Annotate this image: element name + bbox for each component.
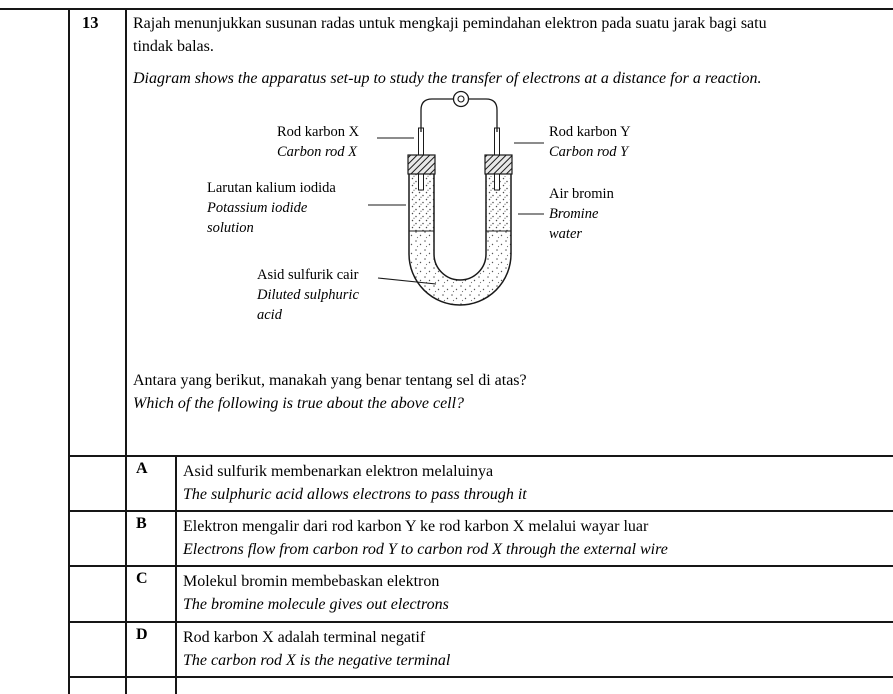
label-sulphuric-acid-english-2: acid bbox=[257, 307, 282, 323]
option-text-b bbox=[183, 515, 885, 561]
option-b-english: Electrons flow from carbon rod Y to carbon rod X through the external wire bbox=[183, 541, 668, 558]
option-text-c bbox=[183, 570, 885, 616]
label-bromine-water-english-2: water bbox=[549, 226, 583, 242]
option-letter-d: D bbox=[136, 626, 148, 643]
option-letter-b: B bbox=[136, 515, 147, 532]
label-rod-x-english: Carbon rod X bbox=[277, 144, 358, 160]
question-intro-malay: Rajah menunjukkan susunan radas untuk mengkaji pemindahan elektron pada suatu jarak bagi satu tindak balas. bbox=[133, 15, 767, 55]
label-potassium-iodide-english-1: Potassium iodide bbox=[207, 200, 308, 216]
galvanometer-icon bbox=[454, 92, 469, 107]
option-text-a bbox=[183, 460, 885, 506]
question-prompt-english: Which of the following is true about the above cell? bbox=[133, 395, 465, 412]
sulphuric-acid-fill bbox=[409, 231, 511, 305]
label-potassium-iodide-english-2: solution bbox=[207, 220, 254, 236]
border-top bbox=[0, 8, 893, 10]
right-stopper bbox=[485, 155, 512, 174]
apparatus-diagram bbox=[133, 90, 845, 335]
question-prompt-malay: Antara yang berikut, manakah yang benar tentang sel di atas? bbox=[133, 372, 527, 389]
label-bromine-water-english-1: Bromine bbox=[549, 206, 599, 222]
option-d-english: The carbon rod X is the negative terminal bbox=[183, 652, 451, 669]
u-tube-apparatus-figure bbox=[180, 86, 740, 336]
option-c-english: The bromine molecule gives out electrons bbox=[183, 596, 449, 613]
option-letter-c: C bbox=[136, 570, 148, 587]
label-sulphuric-acid-english-1: Diluted sulphuric bbox=[257, 287, 359, 303]
option-text-d bbox=[183, 626, 885, 672]
option-row-c bbox=[125, 565, 893, 621]
option-letter-a: A bbox=[136, 460, 148, 477]
option-a-malay: Asid sulfurik membenarkan elektron melaluinya bbox=[183, 463, 494, 480]
question-content bbox=[133, 12, 845, 415]
option-a-english: The sulphuric acid allows electrons to pass through it bbox=[183, 486, 527, 503]
label-bromine-water-malay: Air bromin bbox=[549, 186, 614, 202]
label-rod-y-malay: Rod karbon Y bbox=[549, 124, 631, 140]
leader-lines bbox=[368, 138, 544, 284]
label-rod-x-malay: Rod karbon X bbox=[277, 124, 360, 140]
option-row-a bbox=[125, 455, 893, 510]
option-c-malay: Molekul bromin membebaskan elektron bbox=[183, 573, 440, 590]
border-row-end bbox=[68, 676, 893, 678]
border-vertical-left bbox=[68, 8, 70, 694]
label-sulphuric-acid-malay: Asid sulfurik cair bbox=[257, 267, 359, 283]
question-intro-english: Diagram shows the apparatus set-up to study the transfer of electrons at a distance for a reaction. bbox=[133, 70, 762, 87]
label-potassium-iodide-malay: Larutan kalium iodida bbox=[207, 180, 336, 196]
option-row-b bbox=[125, 510, 893, 565]
label-rod-y-english: Carbon rod Y bbox=[549, 144, 629, 160]
option-d-malay: Rod karbon X adalah terminal negatif bbox=[183, 629, 426, 646]
left-stopper bbox=[408, 155, 435, 174]
question-number: 13 bbox=[82, 13, 99, 32]
option-b-malay: Elektron mengalir dari rod karbon Y ke rod karbon X melalui wayar luar bbox=[183, 518, 649, 535]
option-row-d bbox=[125, 621, 893, 676]
